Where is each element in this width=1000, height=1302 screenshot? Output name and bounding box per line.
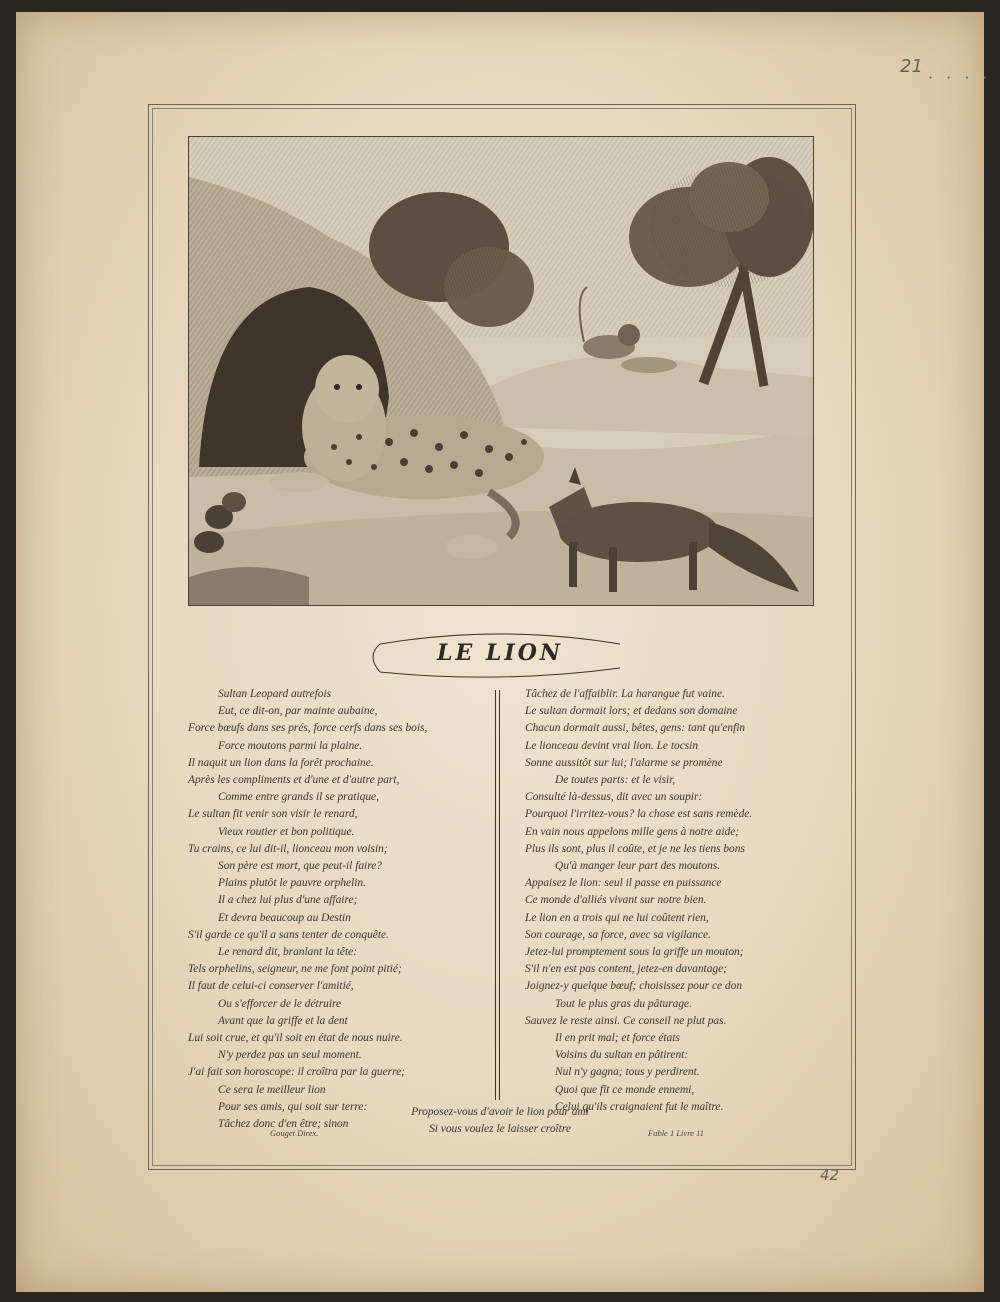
verse-line: N'y perdez pas un seul moment. xyxy=(218,1049,362,1062)
column-divider-double xyxy=(499,690,500,1100)
verse-line: Pourquoi l'irritez-vous? la chose est sans remède. xyxy=(525,808,753,821)
verse-line: Après les compliments et d'une et d'autre part, xyxy=(188,774,400,787)
verse-line: De toutes parts: et le visir, xyxy=(555,774,676,787)
verse-line: Joignez-y quelque bœuf; choisissez pour ce don xyxy=(525,980,743,993)
verse-line: Nul n'y gagna; tous y perdirent. xyxy=(555,1066,700,1079)
verse-line: J'ai fait son horoscope: il croîtra par la guerre; xyxy=(188,1066,405,1079)
verse-line: Jetez-lui promptement sous la griffe un mouton; xyxy=(525,946,744,959)
moral-line: Proposez-vous d'avoir le lion pour ami xyxy=(411,1106,589,1118)
page-title: LE LION xyxy=(437,640,563,666)
verse-line: Consulté là-dessus, dit avec un soupir: xyxy=(525,791,703,804)
verse-line: Le lion en a trois qui ne lui coûtent rien, xyxy=(525,911,709,924)
verse-line: Il faut de celui-ci conserver l'amitié, xyxy=(188,980,354,993)
verse-line: Tu crains, ce lui dit-il, lionceau mon voisin; xyxy=(188,842,388,855)
verse-line: S'il garde ce qu'il a sans tenter de conquête. xyxy=(188,928,389,941)
column-divider xyxy=(495,690,496,1100)
engraving-illustration xyxy=(188,136,814,606)
verse-line: Tels orphelins, seigneur, ne me font point pitié; xyxy=(188,963,402,976)
verse-line: Il a chez lui plus d'une affaire; xyxy=(218,894,358,907)
pencil-dots: · · · · xyxy=(928,68,992,87)
verse-line: Force moutons parmi la plaine. xyxy=(218,739,363,752)
verse-line: Avant que la griffe et la dent xyxy=(218,1014,348,1027)
verse-line: Son père est mort, que peut-il faire? xyxy=(218,860,382,873)
verse-line: En vain nous appelons mille gens à notre aide; xyxy=(525,825,740,838)
verse-line: Ce monde d'alliés vivant sur notre bien. xyxy=(525,894,707,907)
verse-line: Chacun dormait aussi, bêtes, gens: tant qu'enfin xyxy=(525,722,746,735)
verse-line: Qu'à manger leur part des moutons. xyxy=(555,860,721,873)
pencil-number-top: 21 xyxy=(900,56,923,77)
verse-line: Il en prit mal; et force états xyxy=(555,1032,680,1045)
verse-line: Il naquit un lion dans la forêt prochaine. xyxy=(188,756,374,769)
verse-line: Le renard dit, branlant la tête: xyxy=(218,946,357,959)
verse-line: Plains plutôt le pauvre orphelin. xyxy=(218,877,366,890)
verse-line: Ou s'efforcer de le détruire xyxy=(218,997,342,1010)
verse-line: Pour ses amis, qui soit sur terre: xyxy=(218,1100,368,1113)
verse-line: Vieux routier et bon politique. xyxy=(218,825,355,838)
pencil-number-bottom: 42 xyxy=(820,1166,840,1184)
verse-line: Plus ils sont, plus il coûte, et je ne les tiens bons xyxy=(525,842,745,855)
verse-line: Lui soit crue, et qu'il soit en état de nous nuire. xyxy=(188,1032,403,1045)
verse-line: Voisins du sultan en pâtirent: xyxy=(555,1049,689,1062)
verse-line: Ce sera le meilleur lion xyxy=(218,1083,326,1096)
verse-line: Quoi que fît ce monde ennemi, xyxy=(555,1083,695,1096)
verse-line: Appaisez le lion: seul il passe en puissance xyxy=(525,877,722,890)
title-cartouche xyxy=(360,620,640,690)
verse-line: Celui qu'ils craignaient fut le maître. xyxy=(555,1100,724,1113)
verse-line: Le lionceau devint vrai lion. Le tocsin xyxy=(525,739,699,752)
moral-couplet xyxy=(340,1104,660,1138)
verse-line: Force bœufs dans ses prés, force cerfs dans ses bois, xyxy=(188,722,428,735)
verse-right-column xyxy=(525,686,752,1116)
verse-line: Tout le plus gras du pâturage. xyxy=(555,997,692,1010)
verse-line: Eut, ce dit-on, par mainte aubaine, xyxy=(218,705,378,718)
verse-line: Sonne aussitôt sur lui; l'alarme se promène xyxy=(525,756,723,769)
verse-line: Le sultan dormait lors; et dedans son domaine xyxy=(525,705,738,718)
verse-line: Sauvez le reste ainsi. Ce conseil ne plut pas. xyxy=(525,1014,727,1027)
moral-line: Si vous voulez le laisser croître xyxy=(429,1123,571,1135)
verse-line: Tâchez donc d'en être; sinon xyxy=(218,1118,349,1131)
engraver-credit: Gouget Direx. xyxy=(270,1128,319,1138)
verse-line: Tâchez de l'affaiblir. La harangue fut vaine. xyxy=(525,688,725,700)
verse-left-column xyxy=(188,686,427,1133)
verse-line: Son courage, sa force, avec sa vigilance. xyxy=(525,928,711,941)
fable-reference: Fable 1 Livre 11 xyxy=(648,1128,704,1138)
verse-line: Sultan Leopard autrefois xyxy=(218,688,332,700)
verse-line: Le sultan fit venir son visir le renard, xyxy=(188,808,358,821)
verse-line: Comme entre grands il se pratique, xyxy=(218,791,379,804)
verse-line: S'il n'en est pas content, jetez-en davantage; xyxy=(525,963,727,976)
verse-line: Et devra beaucoup au Destin xyxy=(218,911,351,924)
